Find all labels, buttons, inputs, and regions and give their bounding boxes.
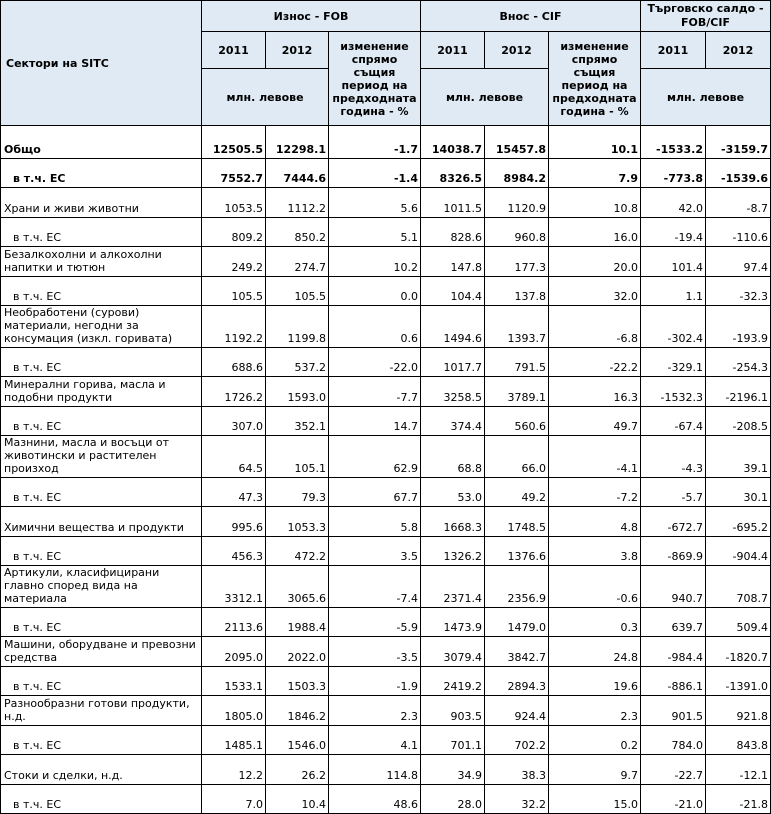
table-row — [1, 348, 771, 377]
export-2012-cell: 274.7 — [266, 247, 329, 277]
balance-group-header: Търговско салдо - FOB/CIF — [641, 1, 771, 32]
export-2011-cell: 249.2 — [202, 247, 266, 277]
balance-2012-cell: 97.4 — [706, 247, 771, 277]
balance-2012-cell: 921.8 — [706, 696, 771, 726]
table-row — [1, 566, 771, 608]
export-2011-cell: 47.3 — [202, 478, 266, 507]
balance-2012-cell: -1539.6 — [706, 159, 771, 188]
import-2012-cell: 1120.9 — [485, 188, 549, 218]
table-row — [1, 126, 771, 159]
table-row — [1, 407, 771, 436]
export-2011-cell: 3312.1 — [202, 566, 266, 608]
import-2011-cell: 374.4 — [421, 407, 485, 436]
import-2011-cell: 3258.5 — [421, 377, 485, 407]
import-change-cell: -7.2 — [549, 478, 641, 507]
export-2012-cell: 1593.0 — [266, 377, 329, 407]
balance-2012-cell: 843.8 — [706, 726, 771, 755]
export-change-cell: -1.7 — [329, 126, 421, 159]
table-header — [1, 1, 771, 126]
eu-subrow-label: в т.ч. ЕС — [1, 348, 202, 377]
import-year2-header: 2012 — [485, 32, 549, 69]
balance-2012-cell: -1391.0 — [706, 667, 771, 696]
export-2012-cell: 2022.0 — [266, 637, 329, 667]
table-row — [1, 755, 771, 785]
import-2012-cell: 177.3 — [485, 247, 549, 277]
eu-subrow-label: в т.ч. ЕС — [1, 159, 202, 188]
table-row — [1, 218, 771, 247]
eu-subrow-label: в т.ч. ЕС — [1, 478, 202, 507]
export-change-cell: -3.5 — [329, 637, 421, 667]
import-2011-cell: 1017.7 — [421, 348, 485, 377]
balance-2011-cell: -672.7 — [641, 507, 706, 537]
import-2012-cell: 49.2 — [485, 478, 549, 507]
export-change-cell: 2.3 — [329, 696, 421, 726]
export-change-cell: -1.9 — [329, 667, 421, 696]
balance-2012-cell: -3159.7 — [706, 126, 771, 159]
export-change-cell: 10.2 — [329, 247, 421, 277]
export-2012-cell: 1546.0 — [266, 726, 329, 755]
import-change-cell: 3.8 — [549, 537, 641, 566]
import-2011-cell: 147.8 — [421, 247, 485, 277]
import-change-cell: 7.9 — [549, 159, 641, 188]
export-change-cell: -5.9 — [329, 608, 421, 637]
export-2012-cell: 537.2 — [266, 348, 329, 377]
balance-2012-cell: -12.1 — [706, 755, 771, 785]
export-2011-cell: 1053.5 — [202, 188, 266, 218]
import-2011-cell: 903.5 — [421, 696, 485, 726]
import-change-cell: -6.8 — [549, 306, 641, 348]
import-change-cell: 20.0 — [549, 247, 641, 277]
import-change-cell: 4.8 — [549, 507, 641, 537]
export-2012-cell: 105.1 — [266, 436, 329, 478]
export-2012-cell: 10.4 — [266, 785, 329, 814]
import-2011-cell: 53.0 — [421, 478, 485, 507]
table-row — [1, 377, 771, 407]
export-change-cell: 5.1 — [329, 218, 421, 247]
import-2012-cell: 702.2 — [485, 726, 549, 755]
table-row — [1, 696, 771, 726]
export-change-cell: -1.4 — [329, 159, 421, 188]
import-2012-cell: 3789.1 — [485, 377, 549, 407]
balance-2012-cell: -8.7 — [706, 188, 771, 218]
balance-2011-cell: 101.4 — [641, 247, 706, 277]
balance-2011-cell: -984.4 — [641, 637, 706, 667]
export-change-cell: 4.1 — [329, 726, 421, 755]
table-row — [1, 478, 771, 507]
export-2011-cell: 12.2 — [202, 755, 266, 785]
import-2012-cell: 15457.8 — [485, 126, 549, 159]
balance-2012-cell: -193.9 — [706, 306, 771, 348]
eu-subrow-label: в т.ч. ЕС — [1, 407, 202, 436]
export-change-cell: 48.6 — [329, 785, 421, 814]
import-2011-cell: 2371.4 — [421, 566, 485, 608]
export-2011-cell: 809.2 — [202, 218, 266, 247]
export-2011-cell: 1192.2 — [202, 306, 266, 348]
balance-2011-cell: 42.0 — [641, 188, 706, 218]
import-2012-cell: 2894.3 — [485, 667, 549, 696]
balance-2011-cell: -302.4 — [641, 306, 706, 348]
table-row — [1, 507, 771, 537]
balance-2011-cell: -773.8 — [641, 159, 706, 188]
export-change-header: изменение спрямо същия период на предходната година - % — [329, 32, 421, 126]
sector-label: Необработени (сурови) материали, негодни за консумация (изкл. горивата) — [1, 306, 202, 348]
export-2011-cell: 1533.1 — [202, 667, 266, 696]
import-change-cell: -22.2 — [549, 348, 641, 377]
import-change-cell: 16.0 — [549, 218, 641, 247]
import-2011-cell: 1473.9 — [421, 608, 485, 637]
sector-label: Безалкохолни и алкохолни напитки и тютюн — [1, 247, 202, 277]
table-row — [1, 537, 771, 566]
export-2012-cell: 79.3 — [266, 478, 329, 507]
eu-subrow-label: в т.ч. ЕС — [1, 785, 202, 814]
import-2011-cell: 68.8 — [421, 436, 485, 478]
export-2011-cell: 105.5 — [202, 277, 266, 306]
balance-2011-cell: 784.0 — [641, 726, 706, 755]
table-row — [1, 159, 771, 188]
export-2011-cell: 995.6 — [202, 507, 266, 537]
sector-label: Разнообразни готови продукти, н.д. — [1, 696, 202, 726]
balance-2012-cell: -21.8 — [706, 785, 771, 814]
sector-header: Сектори на SITC — [1, 1, 202, 126]
sector-label: Минерални горива, масла и подобни продукти — [1, 377, 202, 407]
import-2011-cell: 3079.4 — [421, 637, 485, 667]
import-2012-cell: 2356.9 — [485, 566, 549, 608]
balance-2012-cell: -2196.1 — [706, 377, 771, 407]
export-change-cell: 0.0 — [329, 277, 421, 306]
balance-2011-cell: -19.4 — [641, 218, 706, 247]
import-group-header: Внос - CIF — [421, 1, 641, 32]
import-2012-cell: 38.3 — [485, 755, 549, 785]
eu-subrow-label: в т.ч. ЕС — [1, 218, 202, 247]
balance-2012-cell: -1820.7 — [706, 637, 771, 667]
import-change-cell: 16.3 — [549, 377, 641, 407]
export-2011-cell: 7.0 — [202, 785, 266, 814]
balance-2011-cell: -21.0 — [641, 785, 706, 814]
table-row — [1, 726, 771, 755]
balance-2011-cell: -22.7 — [641, 755, 706, 785]
eu-subrow-label: в т.ч. ЕС — [1, 277, 202, 306]
balance-year2-header: 2012 — [706, 32, 771, 69]
export-2012-cell: 1112.2 — [266, 188, 329, 218]
eu-subrow-label: в т.ч. ЕС — [1, 726, 202, 755]
balance-2012-cell: -254.3 — [706, 348, 771, 377]
eu-subrow-label: в т.ч. ЕС — [1, 667, 202, 696]
table-row — [1, 247, 771, 277]
import-2011-cell: 2419.2 — [421, 667, 485, 696]
table-row — [1, 277, 771, 306]
import-2012-cell: 924.4 — [485, 696, 549, 726]
import-2011-cell: 1494.6 — [421, 306, 485, 348]
balance-2011-cell: 901.5 — [641, 696, 706, 726]
balance-unit-header: млн. левове — [641, 69, 771, 126]
export-change-cell: 114.8 — [329, 755, 421, 785]
eu-subrow-label: в т.ч. ЕС — [1, 608, 202, 637]
balance-year1-header: 2011 — [641, 32, 706, 69]
import-2011-cell: 828.6 — [421, 218, 485, 247]
table-row — [1, 608, 771, 637]
import-2012-cell: 560.6 — [485, 407, 549, 436]
table-row — [1, 436, 771, 478]
eu-subrow-label: в т.ч. ЕС — [1, 537, 202, 566]
balance-2012-cell: -32.3 — [706, 277, 771, 306]
import-change-cell: 32.0 — [549, 277, 641, 306]
import-2012-cell: 791.5 — [485, 348, 549, 377]
balance-2011-cell: -4.3 — [641, 436, 706, 478]
balance-2011-cell: -1532.3 — [641, 377, 706, 407]
balance-2012-cell: 39.1 — [706, 436, 771, 478]
import-2012-cell: 66.0 — [485, 436, 549, 478]
import-2012-cell: 137.8 — [485, 277, 549, 306]
sector-label: Химични вещества и продукти — [1, 507, 202, 537]
sector-label: Стоки и сделки, н.д. — [1, 755, 202, 785]
export-year2-header: 2012 — [266, 32, 329, 69]
sector-label: Мазнини, масла и восъци от животински и растителен произход — [1, 436, 202, 478]
export-2012-cell: 850.2 — [266, 218, 329, 247]
export-change-cell: -22.0 — [329, 348, 421, 377]
import-2012-cell: 1748.5 — [485, 507, 549, 537]
import-2012-cell: 32.2 — [485, 785, 549, 814]
export-change-cell: 0.6 — [329, 306, 421, 348]
import-change-cell: 0.3 — [549, 608, 641, 637]
balance-2012-cell: -110.6 — [706, 218, 771, 247]
export-2011-cell: 688.6 — [202, 348, 266, 377]
export-2012-cell: 1199.8 — [266, 306, 329, 348]
import-change-header: изменение спрямо същия период на предходната година - % — [549, 32, 641, 126]
import-2012-cell: 3842.7 — [485, 637, 549, 667]
export-2012-cell: 105.5 — [266, 277, 329, 306]
sector-label: Храни и живи животни — [1, 188, 202, 218]
balance-2011-cell: 1.1 — [641, 277, 706, 306]
export-2012-cell: 7444.6 — [266, 159, 329, 188]
import-change-cell: 0.2 — [549, 726, 641, 755]
table-row — [1, 188, 771, 218]
table-row — [1, 785, 771, 814]
export-2012-cell: 1988.4 — [266, 608, 329, 637]
import-change-cell: 19.6 — [549, 667, 641, 696]
balance-2011-cell: -329.1 — [641, 348, 706, 377]
export-2012-cell: 1053.3 — [266, 507, 329, 537]
export-2011-cell: 1805.0 — [202, 696, 266, 726]
export-2012-cell: 472.2 — [266, 537, 329, 566]
export-2011-cell: 2095.0 — [202, 637, 266, 667]
import-2011-cell: 1668.3 — [421, 507, 485, 537]
export-2011-cell: 7552.7 — [202, 159, 266, 188]
import-2011-cell: 34.9 — [421, 755, 485, 785]
export-2011-cell: 2113.6 — [202, 608, 266, 637]
import-year1-header: 2011 — [421, 32, 485, 69]
export-change-cell: 5.6 — [329, 188, 421, 218]
balance-2012-cell: -208.5 — [706, 407, 771, 436]
export-2011-cell: 64.5 — [202, 436, 266, 478]
import-change-cell: 10.8 — [549, 188, 641, 218]
import-2011-cell: 28.0 — [421, 785, 485, 814]
export-2011-cell: 307.0 — [202, 407, 266, 436]
export-change-cell: 14.7 — [329, 407, 421, 436]
export-change-cell: 62.9 — [329, 436, 421, 478]
balance-2011-cell: -1533.2 — [641, 126, 706, 159]
export-2011-cell: 1726.2 — [202, 377, 266, 407]
import-2011-cell: 1326.2 — [421, 537, 485, 566]
balance-2011-cell: -5.7 — [641, 478, 706, 507]
export-2011-cell: 1485.1 — [202, 726, 266, 755]
balance-2012-cell: -904.4 — [706, 537, 771, 566]
import-2012-cell: 8984.2 — [485, 159, 549, 188]
import-2011-cell: 14038.7 — [421, 126, 485, 159]
export-year1-header: 2011 — [202, 32, 266, 69]
import-change-cell: 9.7 — [549, 755, 641, 785]
balance-2012-cell: 708.7 — [706, 566, 771, 608]
export-change-cell: 3.5 — [329, 537, 421, 566]
import-change-cell: 24.8 — [549, 637, 641, 667]
sector-label: Артикули, класифицирани главно според вида на материала — [1, 566, 202, 608]
import-2011-cell: 8326.5 — [421, 159, 485, 188]
export-2012-cell: 12298.1 — [266, 126, 329, 159]
export-change-cell: -7.4 — [329, 566, 421, 608]
import-2012-cell: 1376.6 — [485, 537, 549, 566]
table-body — [1, 126, 771, 814]
import-2011-cell: 701.1 — [421, 726, 485, 755]
export-2011-cell: 456.3 — [202, 537, 266, 566]
balance-2012-cell: 30.1 — [706, 478, 771, 507]
balance-2011-cell: 940.7 — [641, 566, 706, 608]
export-change-cell: -7.7 — [329, 377, 421, 407]
export-change-cell: 67.7 — [329, 478, 421, 507]
export-2011-cell: 12505.5 — [202, 126, 266, 159]
import-change-cell: 15.0 — [549, 785, 641, 814]
export-change-cell: 5.8 — [329, 507, 421, 537]
import-change-cell: 49.7 — [549, 407, 641, 436]
import-unit-header: млн. левове — [421, 69, 549, 126]
balance-2011-cell: 639.7 — [641, 608, 706, 637]
import-change-cell: -4.1 — [549, 436, 641, 478]
sector-label: Общо — [1, 126, 202, 159]
export-2012-cell: 352.1 — [266, 407, 329, 436]
sector-label: Машини, оборудване и превозни средства — [1, 637, 202, 667]
balance-2012-cell: 509.4 — [706, 608, 771, 637]
export-group-header: Износ - FOB — [202, 1, 421, 32]
import-2011-cell: 104.4 — [421, 277, 485, 306]
export-2012-cell: 1503.3 — [266, 667, 329, 696]
import-change-cell: 10.1 — [549, 126, 641, 159]
table-row — [1, 306, 771, 348]
export-2012-cell: 26.2 — [266, 755, 329, 785]
export-2012-cell: 3065.6 — [266, 566, 329, 608]
table-row — [1, 637, 771, 667]
table-row — [1, 667, 771, 696]
export-2012-cell: 1846.2 — [266, 696, 329, 726]
balance-2011-cell: -886.1 — [641, 667, 706, 696]
import-2011-cell: 1011.5 — [421, 188, 485, 218]
balance-2011-cell: -67.4 — [641, 407, 706, 436]
balance-2012-cell: -695.2 — [706, 507, 771, 537]
import-2012-cell: 1479.0 — [485, 608, 549, 637]
export-unit-header: млн. левове — [202, 69, 329, 126]
import-change-cell: -0.6 — [549, 566, 641, 608]
import-2012-cell: 960.8 — [485, 218, 549, 247]
import-2012-cell: 1393.7 — [485, 306, 549, 348]
import-change-cell: 2.3 — [549, 696, 641, 726]
balance-2011-cell: -869.9 — [641, 537, 706, 566]
